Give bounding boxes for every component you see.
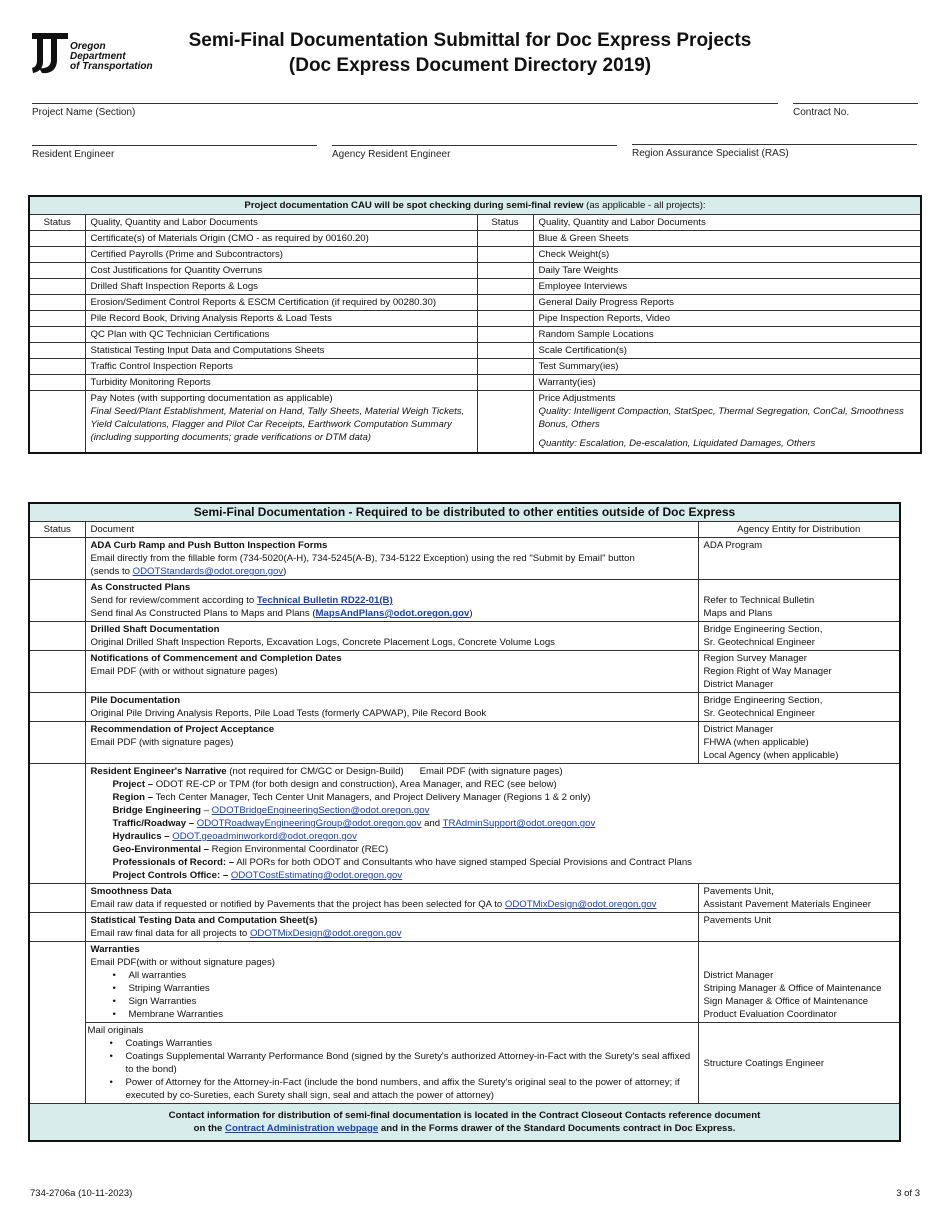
status-cell[interactable] — [29, 622, 85, 651]
ren-geo: Region Environmental Coordinator (REC) — [209, 844, 389, 855]
spot-check-right-item: Check Weight(s) — [533, 247, 921, 263]
spot-check-right-item: Warranty(ies) — [533, 375, 921, 391]
contract-admin-link[interactable]: Contract Administration webpage — [225, 1123, 379, 1134]
status-cell[interactable] — [29, 311, 85, 327]
rpa-agency-2: FHWA (when applicable) — [703, 737, 809, 748]
status-cell[interactable] — [29, 764, 85, 884]
spot-check-row — [29, 327, 921, 343]
status-cell[interactable] — [29, 722, 85, 764]
spot-check-right-item: Pipe Inspection Reports, Video — [533, 311, 921, 327]
asc-agency-1: Refer to Technical Bulletin — [703, 595, 815, 606]
row-smoothness — [29, 884, 900, 913]
contract-no-field[interactable] — [793, 103, 918, 118]
row-as-constructed — [29, 580, 900, 622]
roadway-email-link[interactable]: ODOTRoadwayEngineeringGroup@odot.oregon.gov — [196, 818, 422, 829]
spot-check-right-item: Daily Tare Weights — [533, 263, 921, 279]
ada-text: Email directly from the fillable form (734-5020(A-H), 734-5245(A-B), 734-5122 Exception) using the red "Submit by Email" button — [90, 553, 635, 564]
resident-engineer-label: Resident Engineer — [32, 149, 115, 160]
rpa-title: Recommendation of Project Acceptance — [90, 724, 275, 735]
ras-field[interactable] — [632, 144, 917, 159]
smooth-email-link[interactable]: ODOTMixDesign@odot.oregon.gov — [504, 899, 657, 910]
row-statistical — [29, 913, 900, 942]
asc-agency-2: Maps and Plans — [703, 608, 773, 619]
status-cell[interactable] — [29, 942, 85, 1104]
mail-list — [88, 1037, 693, 1102]
rpa-agency-3: Local Agency (when applicable) — [703, 750, 839, 761]
agency-resident-engineer-field[interactable] — [332, 145, 617, 160]
spot-check-row — [29, 359, 921, 375]
project-name-field[interactable] — [32, 103, 778, 118]
ren-por: All PORs for both ODOT and Consultants who have signed stamped Special Provisions and Contract Plans — [234, 857, 692, 868]
ren-por-label: Professionals of Record: – — [112, 857, 235, 868]
status-cell[interactable] — [477, 359, 533, 375]
list-item: • Coatings Supplemental Warranty Performance Bond (signed by the Surety's authorized Attorney-in-Fact with the Surety's seal affixed to the bond) — [126, 1050, 693, 1076]
warranty-list — [91, 969, 693, 1021]
maps-plans-email-link[interactable]: MapsAndPlans@odot.oregon.gov — [315, 608, 470, 619]
ren-geo-label: Geo-Environmental – — [112, 844, 209, 855]
col-status-right: Status — [477, 215, 533, 231]
agency-resident-engineer-label: Agency Resident Engineer — [332, 149, 451, 160]
page-title — [150, 28, 790, 78]
ds-agency-1: Bridge Engineering Section, — [703, 624, 823, 635]
list-item: • Membrane Warranties — [129, 1008, 693, 1021]
project-name-label: Project Name (Section) — [32, 107, 136, 118]
status-cell[interactable] — [477, 375, 533, 391]
row-notifications — [29, 651, 900, 693]
footer-line2b: and in the Forms drawer of the Standard Documents contract in Doc Express. — [378, 1123, 736, 1134]
ds-agency-2: Sr. Geotechnical Engineer — [703, 637, 815, 648]
spot-check-right-item: General Daily Progress Reports — [533, 295, 921, 311]
status-cell[interactable] — [29, 327, 85, 343]
ada-title: ADA Curb Ramp and Push Button Inspection Forms — [90, 540, 328, 551]
ren-traffic-and: and — [421, 818, 443, 829]
status-cell[interactable] — [29, 884, 85, 913]
status-cell[interactable] — [477, 327, 533, 343]
rpa-agency-1: District Manager — [703, 724, 774, 735]
row-mail-originals — [29, 1023, 900, 1104]
ren-pco-label: Project Controls Office: – — [112, 870, 229, 881]
pay-notes-cell — [85, 391, 477, 453]
spot-check-left-item: Drilled Shaft Inspection Reports & Logs — [85, 279, 477, 295]
status-cell[interactable] — [29, 580, 85, 622]
semi-final-table — [28, 502, 901, 1142]
ren-region-label: Region – — [112, 792, 154, 803]
status-cell[interactable] — [29, 343, 85, 359]
ren-title: Resident Engineer's Narrative — [90, 766, 227, 777]
logo-text — [70, 42, 153, 72]
price-adj-title: Price Adjustments — [538, 393, 616, 404]
spot-check-left-item: Pile Record Book, Driving Analysis Reports & Load Tests — [85, 311, 477, 327]
spot-check-header-bold: Project documentation CAU will be spot checking during semi-final review — [244, 200, 584, 211]
price-adj-quality: Quality: Intelligent Compaction, StatSpec, Thermal Segregation, ConCal, Smoothness Bonus, Others — [538, 406, 904, 430]
asc-close: ) — [469, 608, 473, 619]
spot-check-row — [29, 263, 921, 279]
spot-check-left-item: Statistical Testing Input Data and Computations Sheets — [85, 343, 477, 359]
ada-agency: ADA Program — [698, 538, 900, 580]
price-adj-quantity: Quantity: Escalation, De-escalation, Liquidated Damages, Others — [538, 438, 816, 449]
col-docs-left: Quality, Quantity and Labor Documents — [85, 215, 477, 231]
list-item: • Striping Warranties — [129, 982, 693, 995]
ada-email-link[interactable]: ODOTStandards@odot.oregon.gov — [132, 566, 284, 577]
mail-title: Mail originals — [87, 1025, 144, 1036]
hydraulics-email-link[interactable]: ODOT.geoadminworkord@odot.oregon.gov — [172, 831, 357, 842]
col-agency: Agency Entity for Distribution — [698, 522, 900, 538]
pile-agency-2: Sr. Geotechnical Engineer — [703, 708, 815, 719]
status-cell[interactable] — [477, 391, 533, 453]
spot-check-left-item: Certificate(s) of Materials Origin (CMO - as required by 00160.20) — [85, 231, 477, 247]
spot-check-row — [29, 231, 921, 247]
row-project-acceptance — [29, 722, 900, 764]
mail-agency: Structure Coatings Engineer — [698, 1023, 900, 1104]
nc-text: Email PDF (with or without signature pages) — [90, 666, 278, 677]
nc-agency-1: Region Survey Manager — [703, 653, 807, 664]
spot-check-row — [29, 247, 921, 263]
logo-line-3: of Transportation — [70, 61, 153, 72]
nc-agency-3: District Manager — [703, 679, 774, 690]
contract-no-label: Contract No. — [793, 107, 850, 118]
status-cell[interactable] — [477, 295, 533, 311]
status-cell[interactable] — [29, 231, 85, 247]
nc-agency-2: Region Right of Way Manager — [703, 666, 832, 677]
war-title: Warranties — [90, 944, 140, 955]
status-cell[interactable] — [29, 391, 85, 453]
title-line-1: Semi-Final Documentation Submittal for Doc Express Projects — [188, 30, 752, 51]
spot-check-row — [29, 279, 921, 295]
spot-check-rows — [29, 231, 921, 391]
col-document: Document — [85, 522, 698, 538]
ren-project: ODOT RE-CP or TPM (for both design and construction), Area Manager, and REC (see below) — [153, 779, 557, 790]
status-cell[interactable] — [29, 295, 85, 311]
status-cell[interactable] — [29, 263, 85, 279]
stat-agency: Pavements Unit — [698, 913, 900, 942]
war-agency-4: Product Evaluation Coordinator — [703, 1009, 837, 1020]
spot-check-row — [29, 311, 921, 327]
smooth-agency-1: Pavements Unit, — [703, 886, 774, 897]
status-cell[interactable] — [29, 279, 85, 295]
status-cell[interactable] — [477, 311, 533, 327]
spot-check-table — [28, 195, 922, 454]
status-cell[interactable] — [477, 247, 533, 263]
pay-notes-title: Pay Notes (with supporting documentation as applicable) — [90, 393, 333, 404]
rpa-text: Email PDF (with signature pages) — [90, 737, 234, 748]
spot-check-left-item: QC Plan with QC Technician Certifications — [85, 327, 477, 343]
status-cell[interactable] — [29, 913, 85, 942]
ras-label: Region Assurance Specialist (RAS) — [632, 148, 789, 159]
row-warranties — [29, 942, 900, 1023]
spot-check-left-item: Cost Justifications for Quantity Overruns — [85, 263, 477, 279]
odot-logo-mark-icon — [30, 30, 70, 76]
resident-engineer-field[interactable] — [32, 145, 317, 160]
ren-bridge-dash: – — [201, 805, 212, 816]
spot-check-left-item: Turbidity Monitoring Reports — [85, 375, 477, 391]
ren-traffic-label: Traffic/Roadway – — [112, 818, 195, 829]
status-cell[interactable] — [477, 279, 533, 295]
spot-check-row — [29, 343, 921, 359]
stat-text: Email raw final data for all projects to — [90, 928, 250, 939]
spot-check-header-rest: (as applicable - all projects): — [583, 200, 706, 211]
spot-check-left-item: Certified Payrolls (Prime and Subcontractors) — [85, 247, 477, 263]
row-drilled-shaft — [29, 622, 900, 651]
ren-project-label: Project – — [112, 779, 154, 790]
ada-sends: (sends to — [90, 566, 133, 577]
stat-title: Statistical Testing Data and Computation Sheet(s) — [90, 915, 318, 926]
row-pile — [29, 693, 900, 722]
form-number: 734-2706a (10-11-2023) — [30, 1188, 133, 1199]
tech-bulletin-link[interactable]: Technical Bulletin RD22-01(B) — [256, 595, 393, 606]
logo-line-2: Department — [70, 51, 126, 62]
tradmin-email-link[interactable]: TRAdminSupport@odot.oregon.gov — [442, 818, 596, 829]
spot-check-right-item: Random Sample Locations — [533, 327, 921, 343]
list-item: • Coatings Warranties — [126, 1037, 693, 1050]
ds-title: Drilled Shaft Documentation — [90, 624, 220, 635]
row-narrative — [29, 764, 900, 884]
war-agency-3: Sign Manager & Office of Maintenance — [703, 996, 869, 1007]
col-status-left: Status — [29, 215, 85, 231]
smooth-text: Email raw data if requested or notified by Pavements that the project has been selected for QA to — [90, 899, 505, 910]
spot-check-right-item: Test Summary(ies) — [533, 359, 921, 375]
asc-line1: Send for review/comment according to — [90, 595, 257, 606]
ren-region: Tech Center Manager, Tech Center Unit Managers, and Project Delivery Manager (Regions 1 & 2 only) — [153, 792, 591, 803]
row-ada — [29, 538, 900, 580]
pile-title: Pile Documentation — [90, 695, 181, 706]
list-item: • All warranties — [129, 969, 693, 982]
ds-text: Original Drilled Shaft Inspection Reports, Excavation Logs, Concrete Placement Logs, Concrete Volume Logs — [90, 637, 555, 648]
nc-title: Notifications of Commencement and Completion Dates — [90, 653, 342, 664]
status-cell[interactable] — [29, 538, 85, 580]
pay-notes-detail: Final Seed/Plant Establishment, Material on Hand, Tally Sheets, Material Weigh Tickets, Yield Calculations, Flagger and Pilot Car Receipts, Earthwork Computation Summary (including supporting documents; grade verifications or DTM data) — [90, 406, 465, 443]
spot-check-row — [29, 375, 921, 391]
ren-note: (not required for CM/GC or Design-Build) Email PDF (with signature pages) — [226, 766, 563, 777]
spot-check-left-item: Erosion/Sediment Control Reports & ESCM Certification (if required by 00280.30) — [85, 295, 477, 311]
status-cell[interactable] — [29, 651, 85, 693]
status-cell[interactable] — [29, 693, 85, 722]
spot-check-right-item: Employee Interviews — [533, 279, 921, 295]
status-cell[interactable] — [29, 359, 85, 375]
war-agency-2: Striping Manager & Office of Maintenance — [703, 983, 882, 994]
page-number: 3 of 3 — [896, 1188, 920, 1199]
footer-line1: Contact information for distribution of semi-final documentation is located in the Contract Closeout Contacts reference document — [168, 1110, 761, 1121]
status-cell[interactable] — [477, 263, 533, 279]
list-item: • Sign Warranties — [129, 995, 693, 1008]
list-item: • Power of Attorney for the Attorney-in-Fact (include the bond numbers, and affix the Surety's original seal to the power of attorney; if executed by co-Sureties, each Surety shall sign, seal and attach the power of attorney) — [126, 1076, 693, 1102]
smooth-title: Smoothness Data — [90, 886, 172, 897]
spot-check-right-item: Blue & Green Sheets — [533, 231, 921, 247]
pile-text: Original Pile Driving Analysis Reports, Pile Load Tests (formerly CAPWAP), Pile Record Book — [90, 708, 487, 719]
asc-title: As Constructed Plans — [90, 582, 191, 593]
status-cell[interactable] — [477, 231, 533, 247]
smooth-agency-2: Assistant Pavement Materials Engineer — [703, 899, 871, 910]
ren-bridge-label: Bridge Engineering — [112, 805, 201, 816]
status-cell[interactable] — [29, 247, 85, 263]
war-text: Email PDF(with or without signature pages) — [90, 957, 275, 968]
ada-close: ) — [283, 566, 287, 577]
war-agency-1: District Manager — [703, 970, 774, 981]
semi-final-footer — [29, 1104, 900, 1142]
spot-check-row — [29, 295, 921, 311]
semi-final-header: Semi-Final Documentation - Required to be distributed to other entities outside of Doc Express — [29, 503, 900, 522]
spot-check-header — [29, 196, 921, 215]
cost-estimating-email-link[interactable]: ODOTCostEstimating@odot.oregon.gov — [230, 870, 403, 881]
price-adjustments-cell — [533, 391, 921, 453]
stat-email-link[interactable]: ODOTMixDesign@odot.oregon.gov — [249, 928, 402, 939]
logo-line-1: Oregon — [70, 41, 106, 52]
footer-line2a: on the — [193, 1123, 226, 1134]
status-cell[interactable] — [29, 375, 85, 391]
status-cell[interactable] — [477, 343, 533, 359]
col-docs-right: Quality, Quantity and Labor Documents — [533, 215, 921, 231]
spot-check-left-item: Traffic Control Inspection Reports — [85, 359, 477, 375]
title-line-2: (Doc Express Document Directory 2019) — [288, 55, 652, 76]
pile-agency-1: Bridge Engineering Section, — [703, 695, 823, 706]
spot-check-right-item: Scale Certification(s) — [533, 343, 921, 359]
bridge-email-link[interactable]: ODOTBridgeEngineeringSection@odot.oregon.gov — [211, 805, 430, 816]
ren-hydraulics-label: Hydraulics – — [112, 831, 170, 842]
col-status: Status — [29, 522, 85, 538]
asc-line2: Send final As Constructed Plans to Maps and Plans ( — [90, 608, 316, 619]
